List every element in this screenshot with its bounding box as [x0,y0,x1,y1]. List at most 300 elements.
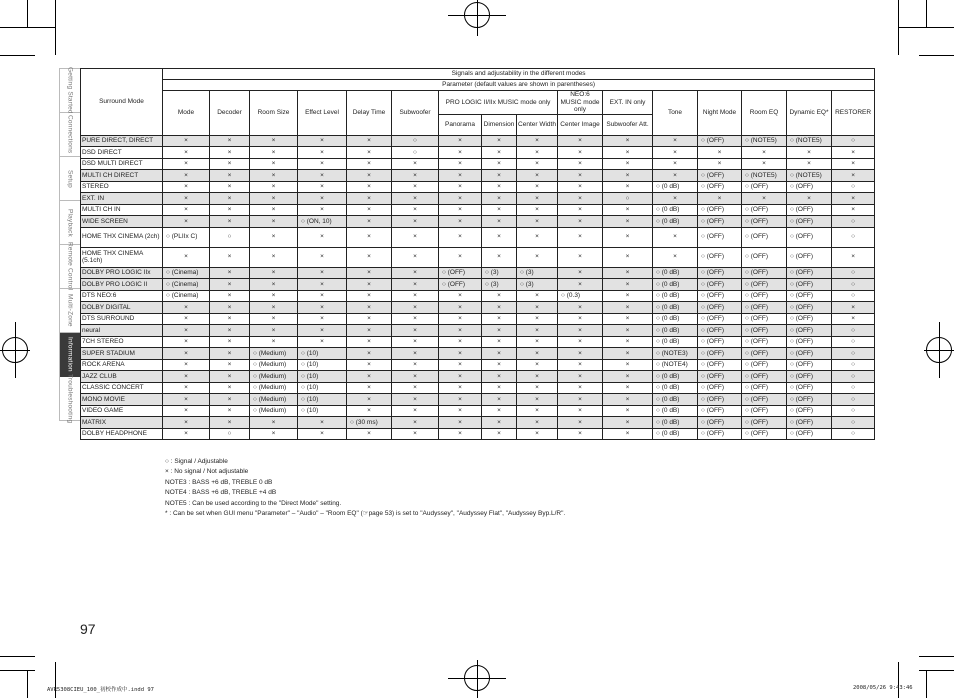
table-row [81,181,875,193]
table-cell: × [392,267,439,279]
table-row [81,348,875,360]
side-tab-connections[interactable] [60,113,80,157]
table-cell: × [347,428,392,440]
table-cell: ○ (OFF) [787,204,832,216]
table-cell: × [603,181,653,193]
table-cell: × [163,247,210,267]
crop-mark [0,55,35,56]
table-cell: × [298,193,347,205]
table-cell: ○ (OFF) [787,417,832,429]
table-cell: × [250,267,298,279]
side-tab-label: Multi-Zone [66,294,74,327]
table-cell: × [517,302,558,314]
table-cell: ○ (OFF) [742,348,787,360]
table-cell: × [482,405,517,417]
col-effect-level: Effect Level [298,91,347,136]
table-row [81,147,875,159]
table-cell: ○ (Cinema) [163,290,210,302]
table-cell: × [439,302,482,314]
table-cell: × [250,247,298,267]
table-cell: × [698,193,742,205]
table-cell: ○ (OFF) [742,290,787,302]
table-cell: ○ (OFF) [787,359,832,371]
note-line: NOTE4 : BASS +6 dB, TREBLE +4 dB [165,489,277,497]
table-cell: × [298,158,347,170]
table-cell: × [787,193,832,205]
side-tab-label: Playback [66,208,74,237]
table-row [81,247,875,267]
row-mode-name: MULTI CH DIRECT [81,170,163,182]
table-cell: × [787,158,832,170]
table-cell: ○ [210,428,250,440]
table-cell: × [250,170,298,182]
table-cell: × [832,313,875,325]
table-cell: × [603,170,653,182]
table-cell: × [603,158,653,170]
table-cell: × [347,247,392,267]
table-cell: ○ (NOTE3) [653,348,698,360]
row-mode-name: EXT. IN [81,193,163,205]
table-cell: × [439,147,482,159]
table-cell: ○ (OFF) [742,216,787,228]
table-cell: × [439,394,482,406]
table-cell: ○ [832,348,875,360]
table-cell: × [439,382,482,394]
table-cell: × [653,147,698,159]
table-cell: × [298,170,347,182]
table-cell: × [250,204,298,216]
table-cell: × [210,359,250,371]
table-cell: × [742,158,787,170]
table-row [81,371,875,383]
col-subwoofer-att: Subwoofer Att. [603,114,653,135]
table-row [81,158,875,170]
table-cell: ○ (OFF) [787,336,832,348]
table-cell: × [558,325,603,337]
table-cell: × [482,204,517,216]
table-cell: × [163,204,210,216]
table-cell: × [482,193,517,205]
table-cell: × [210,382,250,394]
table-cell: × [517,193,558,205]
table-cell: × [347,394,392,406]
table-cell: × [832,302,875,314]
table-cell: ○ (OFF) [698,227,742,247]
table-cell: × [392,279,439,291]
registration-line [477,660,478,698]
table-cell: ○ (OFF) [698,135,742,147]
table-cell: × [603,290,653,302]
table-cell: ○ (OFF) [787,247,832,267]
table-cell: × [439,181,482,193]
table-cell: ○ (OFF) [742,382,787,394]
crop-mark [27,670,28,698]
table-cell: × [298,336,347,348]
table-cell: × [558,428,603,440]
row-mode-name: DSD DIRECT [81,147,163,159]
table-row [81,405,875,417]
table-cell: × [603,135,653,147]
table-cell: × [832,158,875,170]
table-cell: × [347,170,392,182]
crop-mark [0,670,35,671]
table-cell: × [163,135,210,147]
table-cell: × [163,158,210,170]
table-cell: ○ (0 dB) [653,325,698,337]
side-tab-getting-started[interactable] [60,69,80,113]
row-mode-name: MONO MOVIE [81,394,163,406]
side-tab-label: Setup [66,169,74,188]
table-cell: × [482,290,517,302]
note-line: × : No signal / Not adjustable [165,468,249,476]
table-cell: × [517,359,558,371]
table-cell: × [558,382,603,394]
table-row [81,279,875,291]
table-cell: ○ (OFF) [787,313,832,325]
table-cell: × [482,428,517,440]
table-cell: ○ (OFF) [698,371,742,383]
col-delay-time: Delay Time [347,91,392,136]
table-cell: ○ [832,405,875,417]
side-tab-label: Connections [66,115,74,154]
side-tab-nav [59,67,81,424]
side-tab-label: Getting Started [66,67,74,114]
side-tab-setup[interactable] [60,157,80,201]
table-cell: × [482,135,517,147]
table-cell: × [832,247,875,267]
table-cell: × [298,227,347,247]
table-cell: × [163,405,210,417]
table-cell: × [482,394,517,406]
table-cell: ○ (3) [517,279,558,291]
table-cell: ○ (0 dB) [653,382,698,394]
table-cell: ○ (OFF) [787,227,832,247]
col-decoder: Decoder [210,91,250,136]
col-neo6: NEO:6 MUSIC mode only [558,91,603,115]
row-mode-name: DOLBY DIGITAL [81,302,163,314]
table-cell: × [298,181,347,193]
table-row [81,394,875,406]
col-center-image: Center Image [558,114,603,135]
table-cell: ○ (0 dB) [653,394,698,406]
table-cell: × [392,325,439,337]
table-cell: × [653,247,698,267]
side-tab-multi-zone[interactable] [60,289,80,333]
row-mode-name: DOLBY HEADPHONE [81,428,163,440]
registration-line [477,0,478,36]
crop-mark [926,0,927,28]
table-cell: × [347,290,392,302]
table-cell: × [439,135,482,147]
table-cell: × [517,325,558,337]
table-cell: ○ (OFF) [787,382,832,394]
table-cell: × [392,428,439,440]
table-cell: × [832,193,875,205]
table-cell: × [603,267,653,279]
table-cell: × [210,247,250,267]
table-cell: × [558,147,603,159]
side-tab-playback[interactable] [60,201,80,245]
table-cell: × [603,147,653,159]
side-tab-troubleshooting[interactable] [60,373,80,424]
table-cell: ○ (OFF) [698,405,742,417]
table-cell: ○ (Cinema) [163,267,210,279]
page-number: 97 [80,621,96,637]
table-cell: × [482,170,517,182]
table-cell: ○ (NOTE5) [742,170,787,182]
table-cell: ○ (OFF) [698,417,742,429]
col-night-mode: Night Mode [698,91,742,136]
table-cell: ○ (0 dB) [653,267,698,279]
table-cell: ○ (Medium) [250,371,298,383]
table-row [81,193,875,205]
table-cell: × [603,325,653,337]
table-cell: × [742,193,787,205]
table-cell: × [163,428,210,440]
col-dimension: Dimension [482,114,517,135]
table-cell: × [558,348,603,360]
table-cell: × [439,359,482,371]
table-cell: × [250,313,298,325]
table-cell: × [210,147,250,159]
table-cell: ○ (0.3) [558,290,603,302]
table-cell: × [163,325,210,337]
table-cell: ○ (OFF) [787,216,832,228]
col-panorama: Panorama [439,114,482,135]
table-cell: ○ [832,227,875,247]
table-cell: × [558,302,603,314]
table-cell: × [439,417,482,429]
table-cell: ○ (OFF) [698,348,742,360]
table-cell: × [482,158,517,170]
table-cell: × [742,147,787,159]
table-cell: × [558,279,603,291]
table-cell: × [439,193,482,205]
table-cell: ○ [832,279,875,291]
table-cell: ○ (OFF) [742,279,787,291]
surround-mode-table [80,68,875,440]
table-cell: ○ (0 dB) [653,336,698,348]
table-cell: × [482,371,517,383]
table-cell: × [347,267,392,279]
table-cell: ○ (OFF) [742,394,787,406]
table-cell: × [250,158,298,170]
corner-header: Surround Mode [81,69,163,136]
table-cell: × [250,216,298,228]
row-mode-name: DOLBY PRO LOGIC II [81,279,163,291]
table-cell: × [298,290,347,302]
table-cell: × [392,405,439,417]
table-cell: × [517,336,558,348]
table-cell: × [603,302,653,314]
table-cell: × [558,405,603,417]
table-cell: × [298,302,347,314]
table-cell: × [439,325,482,337]
table-cell: × [298,313,347,325]
table-cell: × [482,417,517,429]
table-cell: × [653,158,698,170]
table-cell: × [298,267,347,279]
table-cell: ○ (OFF) [698,216,742,228]
table-cell: × [603,428,653,440]
table-cell: ○ (OFF) [742,359,787,371]
col-ext-in: EXT. IN only [603,91,653,115]
table-cell: ○ (10) [298,348,347,360]
table-cell: ○ (NOTE5) [787,135,832,147]
table-cell: × [482,181,517,193]
table-cell: × [347,302,392,314]
table-cell: ○ (OFF) [787,405,832,417]
table-row [81,216,875,228]
table-cell: ○ (OFF) [698,247,742,267]
table-cell: × [210,394,250,406]
table-row [81,227,875,247]
table-cell: × [653,170,698,182]
table-cell: ○ (OFF) [742,181,787,193]
table-cell: × [517,290,558,302]
row-mode-name: MATRIX [81,417,163,429]
registration-line [939,322,940,378]
table-cell: ○ (OFF) [742,371,787,383]
table-cell: × [832,147,875,159]
row-mode-name: DSD MULTI DIRECT [81,158,163,170]
table-cell: × [517,158,558,170]
table-cell: × [347,216,392,228]
side-tab-remote-control[interactable] [60,242,80,291]
table-cell: × [517,170,558,182]
table-cell: × [653,193,698,205]
table-cell: × [298,428,347,440]
table-cell: ○ (10) [298,394,347,406]
table-cell: × [347,147,392,159]
table-cell: ○ (0 dB) [653,290,698,302]
table-cell: × [210,158,250,170]
table-cell: × [603,247,653,267]
table-cell: ○ [832,359,875,371]
table-cell: × [603,227,653,247]
side-tab-information[interactable] [60,333,80,377]
table-cell: ○ (OFF) [742,227,787,247]
table-cell: × [250,227,298,247]
col-dynamic-eq: Dynamic EQ* [787,91,832,136]
table-cell: × [517,247,558,267]
table-cell: × [210,267,250,279]
row-mode-name: WIDE SCREEN [81,216,163,228]
note-line: NOTE3 : BASS +6 dB, TREBLE 0 dB [165,478,273,486]
table-cell: × [392,247,439,267]
table-cell: × [392,158,439,170]
table-cell: × [347,204,392,216]
table-cell: × [163,193,210,205]
table-cell: × [347,193,392,205]
table-cell: × [517,417,558,429]
table-cell: ○ (OFF) [698,382,742,394]
note-line: * : Can be set when GUI menu "Parameter" – "Audio" – "Room EQ" (☞page 53) is set to "Audyssey", "Audyssey Flat", "Audyssey Byp.L/R". [165,510,566,518]
col-tone: Tone [653,91,698,136]
table-cell: × [517,135,558,147]
table-cell: × [558,247,603,267]
table-cell: × [482,382,517,394]
row-mode-name: STEREO [81,181,163,193]
row-mode-name: PURE DIRECT, DIRECT [81,135,163,147]
table-cell: ○ (OFF) [698,267,742,279]
table-cell: × [392,382,439,394]
table-cell: × [603,348,653,360]
table-cell: ○ (0 dB) [653,204,698,216]
table-cell: ○ (ON, 10) [298,216,347,228]
crop-mark [55,0,56,55]
table-cell: ○ (OFF) [742,204,787,216]
table-row [81,382,875,394]
table-cell: ○ (10) [298,371,347,383]
col-mode: Mode [163,91,210,136]
table-row [81,135,875,147]
row-mode-name: MULTI CH IN [81,204,163,216]
table-cell: × [298,279,347,291]
table-cell: × [347,371,392,383]
crop-mark [919,656,954,657]
row-mode-name: DTS SURROUND [81,313,163,325]
legend-notes [165,457,565,519]
table-cell: × [392,348,439,360]
table-cell: ○ (OFF) [787,348,832,360]
table-cell: ○ (0 dB) [653,371,698,383]
table-cell: × [392,204,439,216]
table-cell: × [482,313,517,325]
table-cell: × [210,193,250,205]
table-cell: × [250,279,298,291]
table-cell: ○ [832,181,875,193]
footer-timestamp: 2008/05/26 9:43:46 [853,685,913,691]
table-cell: × [482,302,517,314]
table-cell: × [392,302,439,314]
table-cell: ○ [832,417,875,429]
crop-mark [926,670,927,698]
table-cell: × [210,279,250,291]
table-cell: ○ (OFF) [742,313,787,325]
table-cell: × [603,336,653,348]
table-cell: × [210,405,250,417]
table-cell: × [558,313,603,325]
table-cell: ○ (OFF) [742,302,787,314]
table-cell: × [482,147,517,159]
table-cell: × [439,204,482,216]
registration-line [15,322,16,378]
table-cell: × [558,135,603,147]
table-cell: × [210,135,250,147]
table-cell: × [347,181,392,193]
table-cell: × [517,348,558,360]
table-cell: ○ (OFF) [787,428,832,440]
table-cell: × [250,336,298,348]
table-cell: × [347,382,392,394]
table-cell: ○ (OFF) [787,325,832,337]
table-cell: × [603,405,653,417]
table-cell: × [250,428,298,440]
table-cell: ○ [832,267,875,279]
table-cell: × [439,227,482,247]
table-cell: × [603,359,653,371]
table-row [81,170,875,182]
table-cell: × [250,290,298,302]
table-cell: ○ (0 dB) [653,417,698,429]
table-cell: × [603,371,653,383]
note-line: ○ : Signal / Adjustable [165,458,228,465]
table-cell: ○ [832,428,875,440]
table-cell: ○ (OFF) [698,336,742,348]
side-tab-label: Troubleshooting [66,373,74,424]
col-room-size: Room Size [250,91,298,136]
